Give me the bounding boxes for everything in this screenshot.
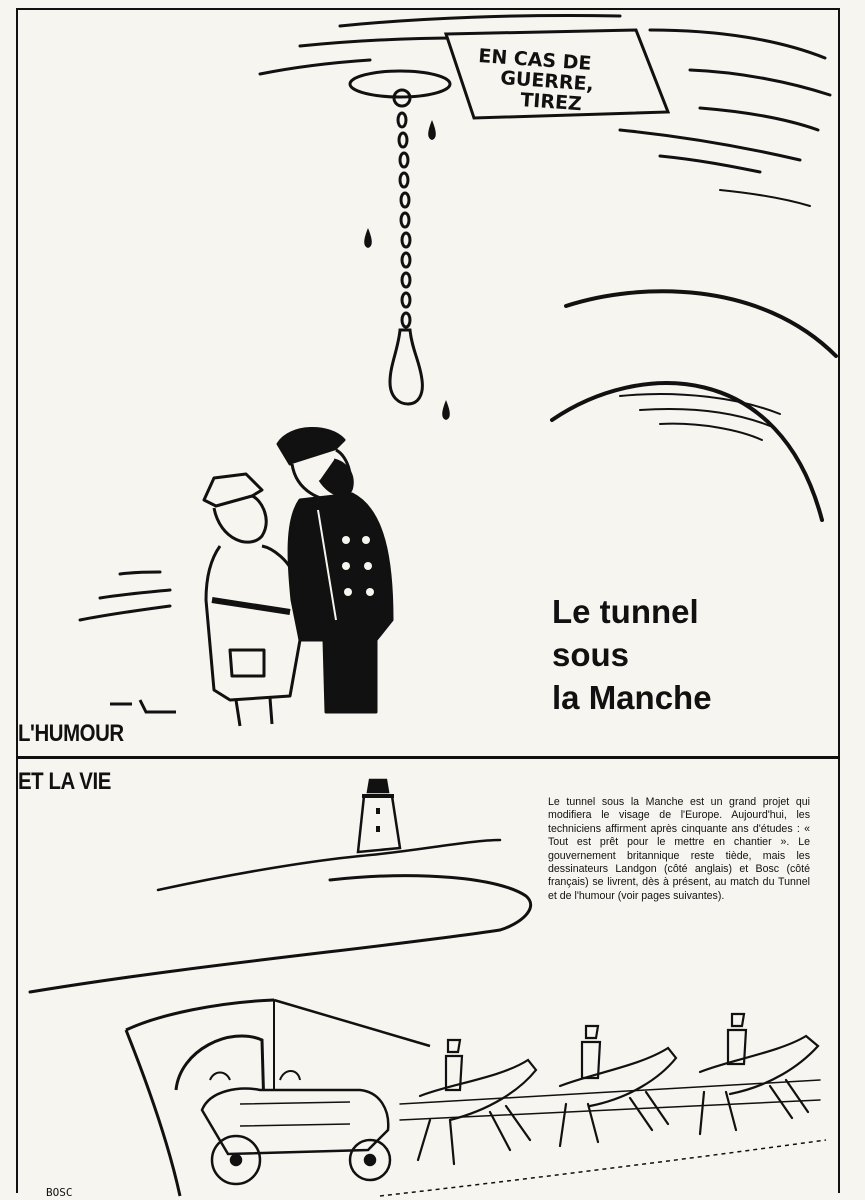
title-line-1: Le tunnel — [552, 593, 699, 630]
war-sign — [446, 30, 668, 118]
sign-line-3: TIREZ — [519, 89, 583, 116]
signature-mark — [110, 700, 176, 712]
article-title — [552, 590, 812, 719]
rubric-line-1: L'HUMOUR — [18, 720, 124, 747]
artist-signature: BOSC — [46, 1186, 73, 1199]
pull-chain-icon — [390, 90, 422, 404]
intro-paragraph: Le tunnel sous la Manche est un grand projet qui modifiera le visage de l'Europe. Aujourd'hui, les techniciens affirment après cinquante ans d'études : « Tout est prêt pour le mettre en chantier ». Le gouvernement britannique reste tiède, mais les dessinateurs Landgon (côté anglais) et Bosc (côté français) se livrent, dès à présent, au match du Tunnel et de l'humour (voir pages suivantes). — [548, 796, 810, 902]
rubric-line-2: ET LA VIE — [18, 768, 111, 795]
coastline — [30, 840, 531, 992]
sign-line-1: EN CAS DE — [477, 45, 593, 75]
royal-coach-icon — [202, 1071, 390, 1184]
tunnel-arch — [552, 291, 836, 520]
ceiling-ring — [350, 71, 450, 97]
horses-procession — [400, 1014, 820, 1164]
sign-line-2: GUERRE, — [499, 67, 595, 96]
soldier-figure — [204, 474, 300, 726]
title-line-3: la Manche — [552, 679, 712, 716]
lighthouse-icon — [358, 780, 400, 852]
title-line-2: sous — [552, 636, 630, 673]
